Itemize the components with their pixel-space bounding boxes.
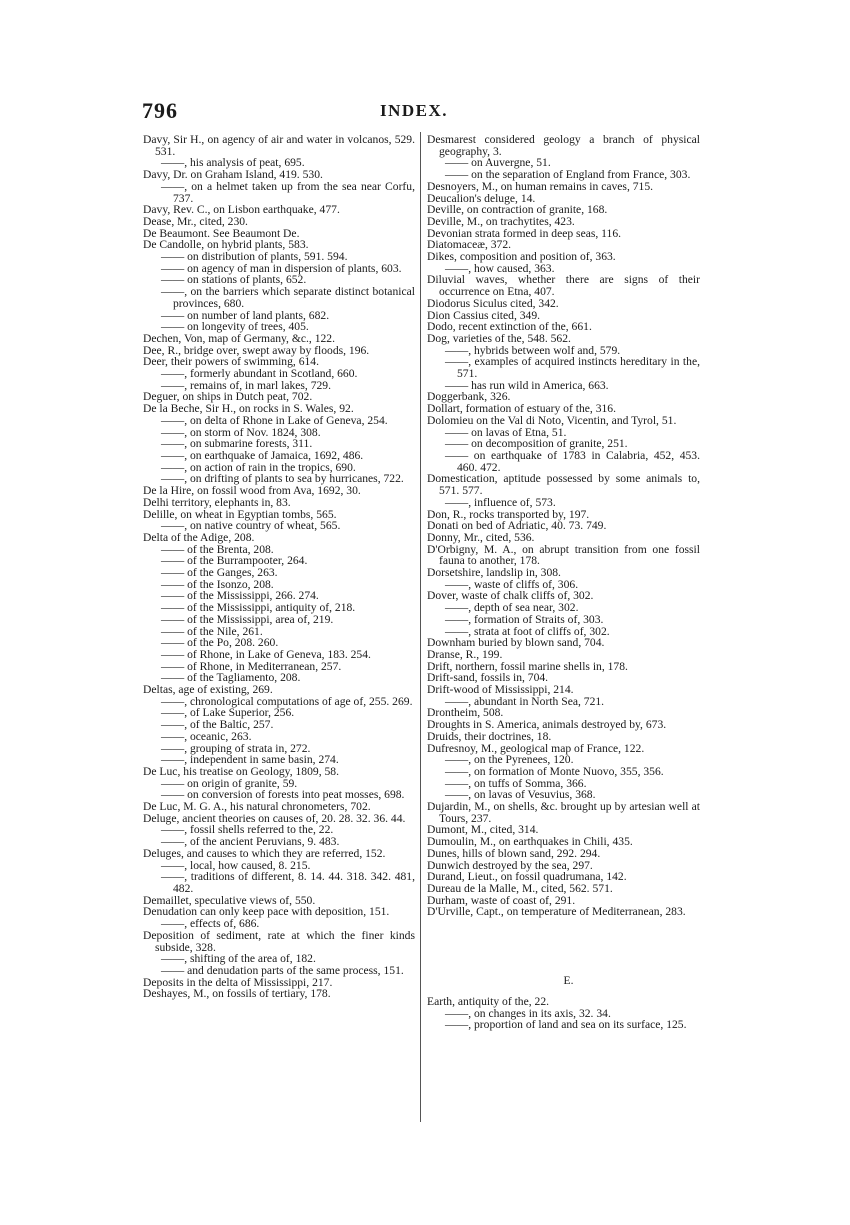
index-entry: Dranse, R., 199. bbox=[427, 647, 503, 661]
index-entry: ——, on lavas of Vesuvius, 368. bbox=[445, 788, 596, 802]
index-entry: Dollart, formation of estuary of the, 316. bbox=[427, 402, 616, 416]
index-entry: ——, of the ancient Peruvians, 9. 483. bbox=[161, 835, 340, 849]
index-entry: ——, grouping of strata in, 272. bbox=[161, 741, 311, 755]
index-entry: —— has run wild in America, 663. bbox=[445, 378, 609, 392]
index-entry: De la Hire, on fossil wood from Ava, 1692, 30. bbox=[143, 484, 361, 498]
index-entry: ——, strata at foot of cliffs of, 302. bbox=[445, 624, 610, 638]
index-entry: Don, R., rocks transported by, 197. bbox=[427, 507, 590, 521]
index-entry: —— on agency of man in dispersion of plants, 603. bbox=[161, 261, 402, 275]
index-entry: —— of the Nile, 261. bbox=[161, 624, 263, 638]
index-entry: Druids, their doctrines, 18. bbox=[427, 729, 552, 743]
index-entry: ——, formerly abundant in Scotland, 660. bbox=[161, 367, 358, 381]
index-entry: —— of the Mississippi, 266. 274. bbox=[161, 589, 319, 603]
index-entry: Domestication, aptitude possessed by some animals to, 571. 577. bbox=[427, 472, 700, 498]
index-entry: ——, formation of Straits of, 303. bbox=[445, 612, 604, 626]
index-entry: ——, on native country of wheat, 565. bbox=[161, 519, 341, 533]
index-entry: ——, local, how caused, 8. 215. bbox=[161, 858, 311, 872]
index-entry: Dease, Mr., cited, 230. bbox=[143, 214, 248, 228]
index-entry: Durham, waste of coast of, 291. bbox=[427, 893, 576, 907]
index-entry: —— on Auvergne, 51. bbox=[445, 156, 551, 170]
index-entry: ——, on storm of Nov. 1824, 308. bbox=[161, 425, 321, 439]
index-entry: Deposits in the delta of Mississippi, 217. bbox=[143, 975, 333, 989]
index-entry: ——, on action of rain in the tropics, 690. bbox=[161, 460, 356, 474]
index-entry: —— of the Po, 208. 260. bbox=[161, 636, 279, 650]
index-entry: ——, waste of cliffs of, 306. bbox=[445, 577, 579, 591]
index-entry: Donati on bed of Adriatic, 40. 73. 749. bbox=[427, 519, 607, 533]
index-entry: Dee, R., bridge over, swept away by floods, 196. bbox=[143, 343, 370, 357]
index-entry: ——, shifting of the area of, 182. bbox=[161, 952, 316, 966]
index-entry: —— on stations of plants, 652. bbox=[161, 273, 307, 287]
index-entry: ——, independent in same basin, 274. bbox=[161, 753, 339, 767]
index-entry: De Candolle, on hybrid plants, 583. bbox=[143, 238, 309, 252]
index-entry: ——, traditions of different, 8. 14. 44. 318. 342. 481, 482. bbox=[161, 870, 415, 895]
index-entry: Droughts in S. America, animals destroyed by, 673. bbox=[427, 718, 667, 732]
index-entry: ——, influence of, 573. bbox=[445, 495, 556, 509]
index-entry: Devonian strata formed in deep seas, 116. bbox=[427, 226, 622, 240]
index-entry: D'Urville, Capt., on temperature of Mediterranean, 283. bbox=[427, 905, 686, 919]
index-entry: Dikes, composition and position of, 363. bbox=[427, 250, 616, 264]
index-entry: ——, how caused, 363. bbox=[445, 261, 555, 275]
index-entry: —— of Rhone, in Lake of Geneva, 183. 254. bbox=[161, 647, 371, 661]
index-entry: Drift, northern, fossil marine shells in, 178. bbox=[427, 659, 628, 673]
index-entry: Drontheim, 508. bbox=[427, 706, 504, 720]
index-entry: ——, of Lake Superior, 256. bbox=[161, 706, 295, 720]
index-entry: —— on origin of granite, 59. bbox=[161, 776, 298, 790]
index-entry: Davy, Rev. C., on Lisbon earthquake, 477. bbox=[143, 203, 340, 217]
index-entry: Denudation can only keep pace with deposition, 151. bbox=[143, 905, 390, 919]
index-entry: Delille, on wheat in Egyptian tombs, 565. bbox=[143, 507, 337, 521]
index-entry: Dunes, hills of blown sand, 292. 294. bbox=[427, 846, 601, 860]
index-entry: ——, on delta of Rhone in Lake of Geneva, 254. bbox=[161, 413, 388, 427]
index-entry: Dog, varieties of the, 548. 562. bbox=[427, 331, 571, 345]
index-entry: —— of the Ganges, 263. bbox=[161, 566, 278, 580]
index-entry: Earth, antiquity of the, 22. bbox=[427, 994, 550, 1008]
index-entries-e bbox=[427, 996, 700, 1031]
index-entry: Deluges, and causes to which they are referred, 152. bbox=[143, 846, 386, 860]
index-entry: De Luc, M. G. A., his natural chronometers, 702. bbox=[143, 800, 371, 814]
column-divider bbox=[420, 132, 421, 1122]
index-column-right bbox=[427, 134, 700, 1031]
index-entry: ——, his analysis of peat, 695. bbox=[161, 156, 305, 170]
index-entry: Dolomieu on the Val di Noto, Vicentin, and Tyrol, 51. bbox=[427, 413, 677, 427]
index-entries-d bbox=[427, 134, 700, 918]
index-entry: ——, depth of sea near, 302. bbox=[445, 601, 579, 615]
index-entry: De la Beche, Sir H., on rocks in S. Wales, 92. bbox=[143, 402, 354, 416]
index-entry: ——, on earthquake of Jamaica, 1692, 486. bbox=[161, 448, 364, 462]
index-entry: ——, chronological computations of age of, 255. 269. bbox=[161, 694, 413, 708]
index-entry: Downham buried by blown sand, 704. bbox=[427, 636, 605, 650]
index-entry: Deucalion's deluge, 14. bbox=[427, 191, 536, 205]
index-entry: ——, on tuffs of Somma, 366. bbox=[445, 776, 587, 790]
index-entry: —— on the separation of England from France, 303. bbox=[445, 168, 691, 182]
index-entry: Donny, Mr., cited, 536. bbox=[427, 530, 535, 544]
index-entry: Deer, their powers of swimming, 614. bbox=[143, 355, 319, 369]
index-entry: Deguer, on ships in Dutch peat, 702. bbox=[143, 390, 313, 404]
index-entry: —— of the Tagliamento, 208. bbox=[161, 671, 301, 685]
index-entry: Diluvial waves, whether there are signs of their occurrence on Etna, 407. bbox=[427, 273, 700, 299]
index-entry: —— of the Brenta, 208. bbox=[161, 542, 274, 556]
index-entry: Dumont, M., cited, 314. bbox=[427, 823, 539, 837]
index-entry: Deville, M., on trachytites, 423. bbox=[427, 214, 575, 228]
index-entry: Delhi territory, elephants in, 83. bbox=[143, 495, 291, 509]
index-entry: Dureau de la Malle, M., cited, 562. 571. bbox=[427, 882, 613, 895]
index-entry: —— of the Isonzo, 208. bbox=[161, 577, 274, 591]
index-entry: ——, effects of, 686. bbox=[161, 917, 260, 931]
index-entry: ——, on submarine forests, 311. bbox=[161, 437, 313, 451]
index-entry: Dechen, Von, map of Germany, &c., 122. bbox=[143, 331, 336, 345]
index-entry: Doggerbank, 326. bbox=[427, 390, 511, 404]
index-entry: Desnoyers, M., on human remains in caves, 715. bbox=[427, 179, 654, 193]
index-entry: ——, fossil shells referred to the, 22. bbox=[161, 823, 334, 837]
index-entry: —— of Rhone, in Mediterranean, 257. bbox=[161, 659, 342, 673]
index-entry: ——, on a helmet taken up from the sea near Corfu, 737. bbox=[161, 179, 415, 205]
index-entry: Dufresnoy, M., geological map of France, 122. bbox=[427, 741, 645, 755]
index-column-left bbox=[143, 134, 415, 1000]
index-entry: ——, on the barriers which separate distinct botanical provinces, 680. bbox=[161, 285, 415, 310]
index-entry: —— on number of land plants, 682. bbox=[161, 308, 330, 322]
index-entry: ——, oceanic, 263. bbox=[161, 729, 252, 743]
index-entry: Davy, Dr. on Graham Island, 419. 530. bbox=[143, 168, 323, 182]
index-entry: Dujardin, M., on shells, &c. brought up by artesian well at Tours, 237. bbox=[427, 800, 700, 825]
index-entry: Deltas, age of existing, 269. bbox=[143, 683, 273, 697]
index-entry: Dorsetshire, landslip in, 308. bbox=[427, 566, 561, 580]
index-entry: —— on earthquake of 1783 in Calabria, 452, 453. 460. 472. bbox=[445, 448, 700, 474]
index-entry: ——, abundant in North Sea, 721. bbox=[445, 694, 605, 708]
index-entry: ——, examples of acquired instincts hereditary in the, 571. bbox=[445, 355, 700, 381]
section-letter-e: E. bbox=[563, 975, 574, 988]
index-entry: —— on distribution of plants, 591. 594. bbox=[161, 250, 348, 264]
index-entry: —— on conversion of forests into peat mosses, 698. bbox=[161, 788, 405, 802]
section-spacer bbox=[427, 918, 700, 962]
index-entry: ——, on the Pyrenees, 120. bbox=[445, 753, 574, 767]
index-entry: —— on longevity of trees, 405. bbox=[161, 320, 309, 334]
index-entry: Davy, Sir H., on agency of air and water in volcanos, 529. 531. bbox=[143, 133, 415, 158]
index-entry: Deposition of sediment, rate at which the finer kinds subside, 328. bbox=[143, 928, 415, 954]
index-entry: Drift-sand, fossils in, 704. bbox=[427, 671, 549, 685]
index-entry: ——, hybrids between wolf and, 579. bbox=[445, 343, 621, 357]
index-entry: Diatomaceæ, 372. bbox=[427, 238, 512, 252]
index-entry: Desmarest considered geology a branch of physical geography, 3. bbox=[427, 133, 700, 158]
index-entry: ——, on changes in its axis, 32. 34. bbox=[445, 1006, 611, 1020]
index-entry: —— on lavas of Etna, 51. bbox=[445, 425, 567, 439]
index-entry: Demaillet, speculative views of, 550. bbox=[143, 893, 316, 907]
index-entry: —— on decomposition of granite, 251. bbox=[445, 437, 628, 451]
index-entry: —— of the Burrampooter, 264. bbox=[161, 554, 308, 568]
index-entry: Drift-wood of Mississippi, 214. bbox=[427, 683, 574, 697]
index-entry: ——, remains of, in marl lakes, 729. bbox=[161, 378, 332, 392]
index-entry: —— of the Mississippi, antiquity of, 218. bbox=[161, 601, 356, 615]
index-entry: Durand, Lieut., on fossil quadrumana, 142. bbox=[427, 870, 627, 884]
index-entry: Deluge, ancient theories on causes of, 20. 28. 32. 36. 44. bbox=[143, 811, 406, 825]
index-entry: Dion Cassius cited, 349. bbox=[427, 308, 541, 322]
index-entry: ——, on drifting of plants to sea by hurricanes, 722. bbox=[161, 472, 404, 486]
running-title: INDEX. bbox=[380, 101, 449, 120]
index-entry: —— of the Mississippi, area of, 219. bbox=[161, 612, 334, 626]
index-entry: Dumoulin, M., on earthquakes in Chili, 435. bbox=[427, 835, 633, 849]
index-entry: ——, of the Baltic, 257. bbox=[161, 718, 274, 732]
index-entry: Dodo, recent extinction of the, 661. bbox=[427, 320, 592, 334]
index-entry: De Luc, his treatise on Geology, 1809, 58. bbox=[143, 764, 339, 778]
index-entry: Diodorus Siculus cited, 342. bbox=[427, 296, 559, 310]
index-entry: —— and denudation parts of the same process, 151. bbox=[161, 963, 404, 977]
index-entry: De Beaumont. See Beaumont De. bbox=[143, 226, 300, 240]
index-entry: Dover, waste of chalk cliffs of, 302. bbox=[427, 589, 594, 603]
index-entry: ——, on formation of Monte Nuovo, 355, 356. bbox=[445, 764, 664, 778]
index-entry: ——, proportion of land and sea on its surface, 125. bbox=[445, 1018, 687, 1032]
index-entry: Deville, on contraction of granite, 168. bbox=[427, 203, 608, 217]
index-entry: Dunwich destroyed by the sea, 297. bbox=[427, 858, 593, 872]
index-entry: Deshayes, M., on fossils of tertiary, 178. bbox=[143, 987, 331, 1001]
index-entry: D'Orbigny, M. A., on abrupt transition from one fossil fauna to another, 178. bbox=[427, 542, 700, 568]
index-entry: Delta of the Adige, 208. bbox=[143, 530, 255, 544]
page-number: 796 bbox=[142, 98, 178, 123]
